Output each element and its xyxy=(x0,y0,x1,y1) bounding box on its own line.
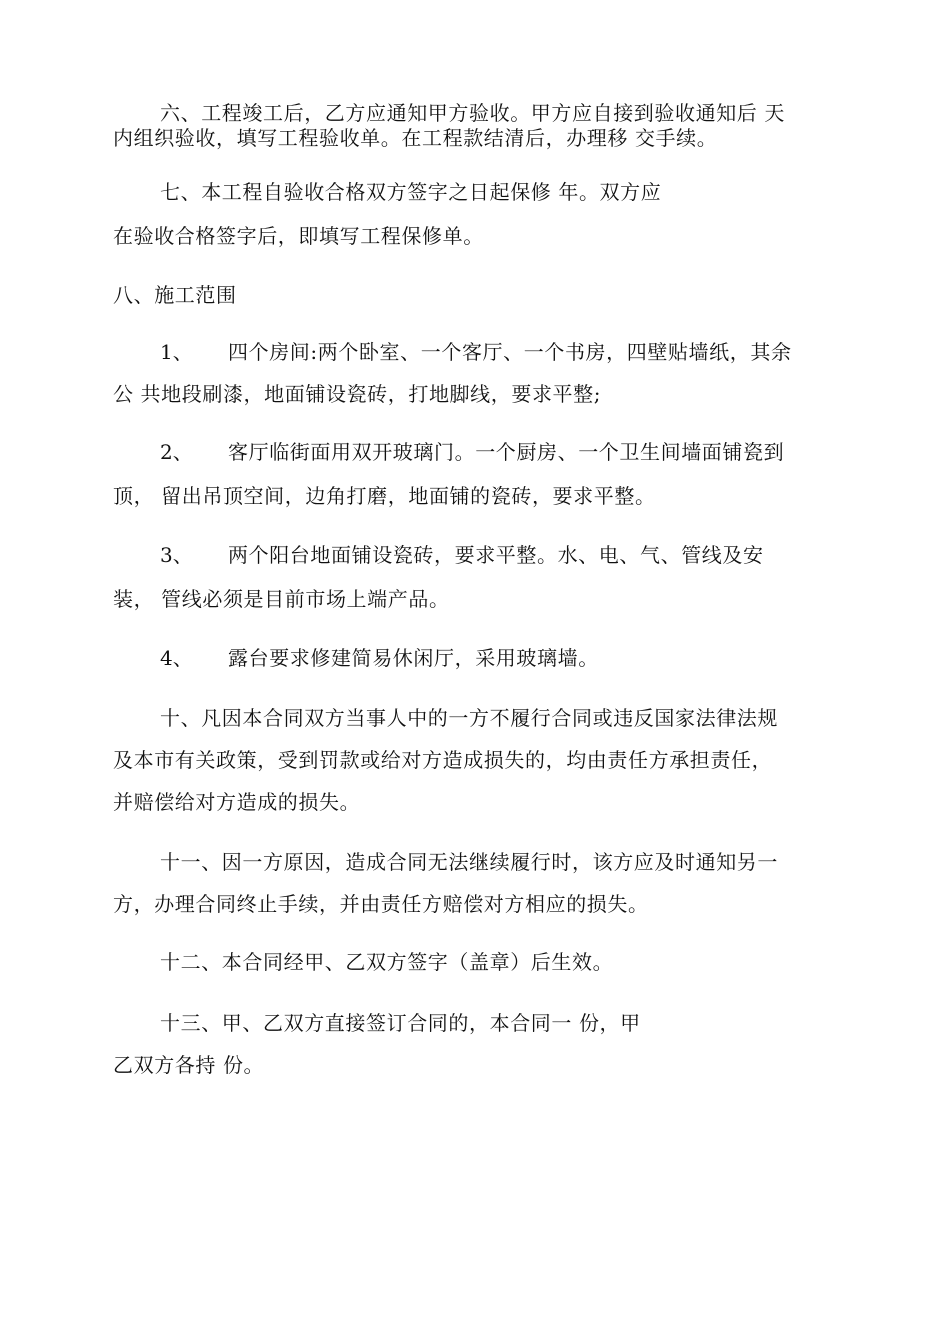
scope-item-4-line-1: 露台要求修建简易休闲厅，采用玻璃墙。 xyxy=(228,646,599,670)
scope-item-1-number: 1、 xyxy=(160,340,193,364)
clause-12-line-1: 十二、本合同经甲、乙双方签字（盖章）后生效。 xyxy=(160,950,614,974)
scope-item-1-line-2: 公 共地段刷漆，地面铺设瓷砖，打地脚线，要求平整; xyxy=(113,382,602,406)
scope-item-2-line-1: 客厅临街面用双开玻璃门。一个厨房、一个卫生间墙面铺瓷到 xyxy=(228,440,785,464)
scope-item-3-line-2: 装， 管线必须是目前市场上端产品。 xyxy=(113,587,450,611)
clause-13-line-2: 乙双方各持 份。 xyxy=(113,1053,265,1077)
scope-item-1-line-1: 四个房间:两个卧室、一个客厅、一个书房，四壁贴墙纸，其余 xyxy=(228,340,792,364)
clause-10-line-2: 及本市有关政策，受到罚款或给对方造成损失的，均由责任方承担责任， xyxy=(113,748,773,772)
clause-7-line-2: 在验收合格签字后，即填写工程保修单。 xyxy=(113,224,484,248)
scope-item-3-number: 3、 xyxy=(160,543,193,567)
scope-item-4-number: 4、 xyxy=(160,646,193,670)
clause-6-line-2: 内组织验收，填写工程验收单。在工程款结清后，办理移 交手续。 xyxy=(113,126,718,150)
scope-item-2-number: 2、 xyxy=(160,440,193,464)
clause-11-line-1: 十一、因一方原因，造成合同无法继续履行时，该方应及时通知另一 xyxy=(160,850,778,874)
clause-13-line-1: 十三、甲、乙双方直接签订合同的，本合同一 份，甲 xyxy=(160,1011,641,1035)
clause-10-line-3: 并赔偿给对方造成的损失。 xyxy=(113,790,361,814)
clause-10-line-1: 十、凡因本合同双方当事人中的一方不履行合同或违反国家法律法规 xyxy=(160,706,778,730)
scope-item-3-line-1: 两个阳台地面铺设瓷砖，要求平整。水、电、气、管线及安 xyxy=(228,543,764,567)
clause-6-line-1: 六、工程竣工后，乙方应通知甲方验收。甲方应自接到验收通知后 天 xyxy=(160,101,785,125)
clause-7-line-1: 七、本工程自验收合格双方签字之日起保修 年。双方应 xyxy=(160,180,662,204)
clause-8-heading: 八、施工范围 xyxy=(113,283,237,307)
scope-item-2-line-2: 顶， 留出吊顶空间，边角打磨，地面铺的瓷砖，要求平整。 xyxy=(113,484,656,508)
clause-11-line-2: 方，办理合同终止手续，并由责任方赔偿对方相应的损失。 xyxy=(113,892,649,916)
